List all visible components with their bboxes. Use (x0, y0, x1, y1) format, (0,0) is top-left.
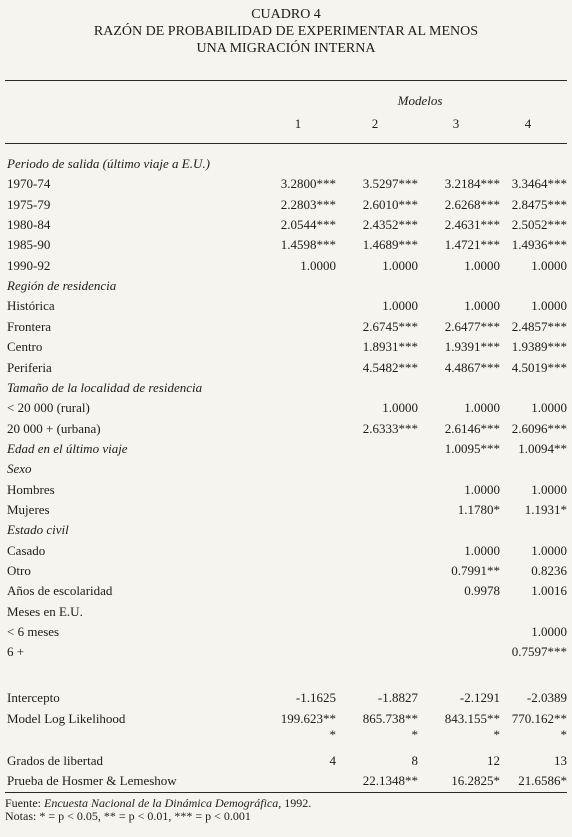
row-label: Otro (7, 563, 31, 578)
cell-model-2: 1.0000 (382, 400, 418, 415)
stat-cell-model-1: 4 (329, 753, 336, 768)
stat-cell-model-2: -1.8827 (377, 690, 418, 705)
cell-model-1: 1.0000 (300, 258, 336, 273)
cell-model-2: 2.6333*** (362, 421, 418, 436)
stat-label: Model Log Likelihood (7, 711, 126, 726)
cell-model-2: 2.4352*** (362, 217, 418, 232)
footer-source-year: , 1992. (278, 796, 312, 810)
footer-notes: Notas: * = p < 0.05, ** = p < 0.01, *** = p < 0.001 (5, 809, 251, 823)
row-label: Sexo (7, 461, 32, 476)
stat-cell-model-4: 21.6586* (518, 773, 567, 788)
stat-cell-model-2: 22.1348** (362, 773, 418, 788)
row-label: Histórica (7, 298, 55, 313)
cell-model-4: 1.0000 (531, 400, 567, 415)
row-label: Centro (7, 339, 43, 354)
stat-cell-model-1: 199.623** (280, 711, 336, 726)
cell-model-1: 2.0544*** (280, 217, 336, 232)
row-label: Tamaño de la localidad de residencia (7, 380, 203, 395)
row-label: Meses en E.U. (7, 604, 83, 619)
cell-model-4: 1.0000 (531, 624, 567, 639)
row-label: Estado civil (7, 522, 69, 537)
footer-source (5, 796, 311, 810)
models-header: Modelos (397, 93, 443, 108)
row-label: 6 + (7, 644, 25, 659)
cell-model-3: 1.0095*** (444, 441, 500, 456)
cell-model-2: 2.6010*** (362, 197, 418, 212)
model-header-3: 3 (452, 116, 460, 131)
row-label: 1980-84 (7, 217, 51, 232)
cell-model-4: 4.5019*** (511, 360, 567, 375)
model-header-4: 4 (524, 116, 532, 131)
cell-model-4: 1.0000 (531, 543, 567, 558)
row-label: 20 000 + (urbana) (7, 421, 101, 436)
cell-model-3: 1.9391*** (444, 339, 500, 354)
cell-model-2: 1.0000 (382, 258, 418, 273)
cell-model-4: 1.0000 (531, 258, 567, 273)
cell-model-3: 2.6268*** (444, 197, 500, 212)
cell-model-2: 1.0000 (382, 298, 418, 313)
cell-model-4: 0.7597*** (511, 644, 567, 659)
stat-cell-model-4: 770.162** (511, 711, 567, 726)
row-label: 1985-90 (7, 237, 51, 252)
cell-model-2: 1.8931*** (362, 339, 418, 354)
cell-model-2: 2.6745*** (362, 319, 418, 334)
stat-label: Prueba de Hosmer & Lemeshow (7, 773, 177, 788)
cell-model-3: 1.0000 (464, 482, 500, 497)
row-label: < 6 meses (7, 624, 60, 639)
cell-model-1: 1.4598*** (280, 237, 336, 252)
stat-label: Intercepto (7, 690, 60, 705)
stat-cell-continuation-1: * (329, 727, 336, 742)
bottom-rule (5, 792, 567, 793)
cell-model-3: 1.0000 (464, 543, 500, 558)
cell-model-4: 1.0094** (518, 441, 567, 456)
cell-model-4: 0.8236 (531, 563, 567, 578)
stat-cell-model-3: -2.1291 (459, 690, 500, 705)
cell-model-3: 1.1780* (457, 502, 500, 517)
cell-model-3: 0.9978 (464, 583, 500, 598)
stat-cell-model-1: -1.1625 (295, 690, 336, 705)
row-label: Hombres (7, 482, 55, 497)
table-title-line-2: UNA MIGRACIÓN INTERNA (196, 41, 376, 56)
stat-cell-model-3: 12 (487, 753, 500, 768)
cell-model-3: 0.7991** (451, 563, 500, 578)
footer-source-title: Encuesta Nacional de la Dinámica Demográfica (44, 796, 279, 810)
cell-model-2: 1.4689*** (362, 237, 418, 252)
cell-model-4: 1.1931* (524, 502, 567, 517)
top-rule (5, 80, 567, 81)
cell-model-3: 2.6146*** (444, 421, 500, 436)
cell-model-2: 3.5297*** (362, 176, 418, 191)
cell-model-4: 2.5052*** (511, 217, 567, 232)
cell-model-4: 1.0000 (531, 298, 567, 313)
stat-cell-continuation-4: * (560, 727, 567, 742)
cell-model-1: 3.2800*** (280, 176, 336, 191)
row-label: Frontera (7, 319, 52, 334)
row-label: 1970-74 (7, 176, 51, 191)
model-header-1: 1 (294, 116, 302, 131)
stat-cell-model-2: 8 (411, 753, 418, 768)
row-label: Casado (7, 543, 46, 558)
cell-model-1: 2.2803*** (280, 197, 336, 212)
row-label: Edad en el último viaje (7, 441, 128, 456)
table-title-number: CUADRO 4 (251, 7, 321, 22)
cell-model-3: 1.4721*** (444, 237, 500, 252)
header-rule (5, 143, 567, 144)
cell-model-3: 1.0000 (464, 258, 500, 273)
stat-cell-model-2: 865.738** (362, 711, 418, 726)
row-label: 1990-92 (7, 258, 51, 273)
cell-model-3: 4.4867*** (444, 360, 500, 375)
model-header-2: 2 (371, 116, 379, 131)
row-label: 1975-79 (7, 197, 51, 212)
stat-cell-model-4: 13 (554, 753, 567, 768)
stat-label: Grados de libertad (7, 753, 104, 768)
row-label: Años de escolaridad (7, 583, 113, 598)
table-title-line-1: RAZÓN DE PROBABILIDAD DE EXPERIMENTAR AL MENOS (93, 24, 479, 39)
stat-cell-continuation-2: * (411, 727, 418, 742)
row-label: Mujeres (7, 502, 50, 517)
cell-model-4: 1.9389*** (511, 339, 567, 354)
cell-model-2: 4.5482*** (362, 360, 418, 375)
cell-model-4: 2.8475*** (511, 197, 567, 212)
row-label: < 20 000 (rural) (7, 400, 90, 415)
stat-cell-continuation-3: * (493, 727, 500, 742)
row-label: Periodo de salida (último viaje a E.U.) (7, 156, 210, 171)
cell-model-4: 2.6096*** (511, 421, 567, 436)
cell-model-3: 3.2184*** (444, 176, 500, 191)
footer-source-label: Fuente: (5, 796, 41, 810)
stat-cell-model-3: 843.155** (444, 711, 500, 726)
cell-model-4: 1.0000 (531, 482, 567, 497)
row-label: Región de residencia (7, 278, 117, 293)
cell-model-4: 1.4936*** (511, 237, 567, 252)
cell-model-3: 2.6477*** (444, 319, 500, 334)
cell-model-3: 1.0000 (464, 298, 500, 313)
cell-model-4: 3.3464*** (511, 176, 567, 191)
stat-cell-model-3: 16.2825* (451, 773, 500, 788)
row-label: Periferia (7, 360, 52, 375)
stat-cell-model-4: -2.0389 (526, 690, 567, 705)
cell-model-4: 2.4857*** (511, 319, 567, 334)
cell-model-3: 2.4631*** (444, 217, 500, 232)
cell-model-3: 1.0000 (464, 400, 500, 415)
cell-model-4: 1.0016 (531, 583, 567, 598)
